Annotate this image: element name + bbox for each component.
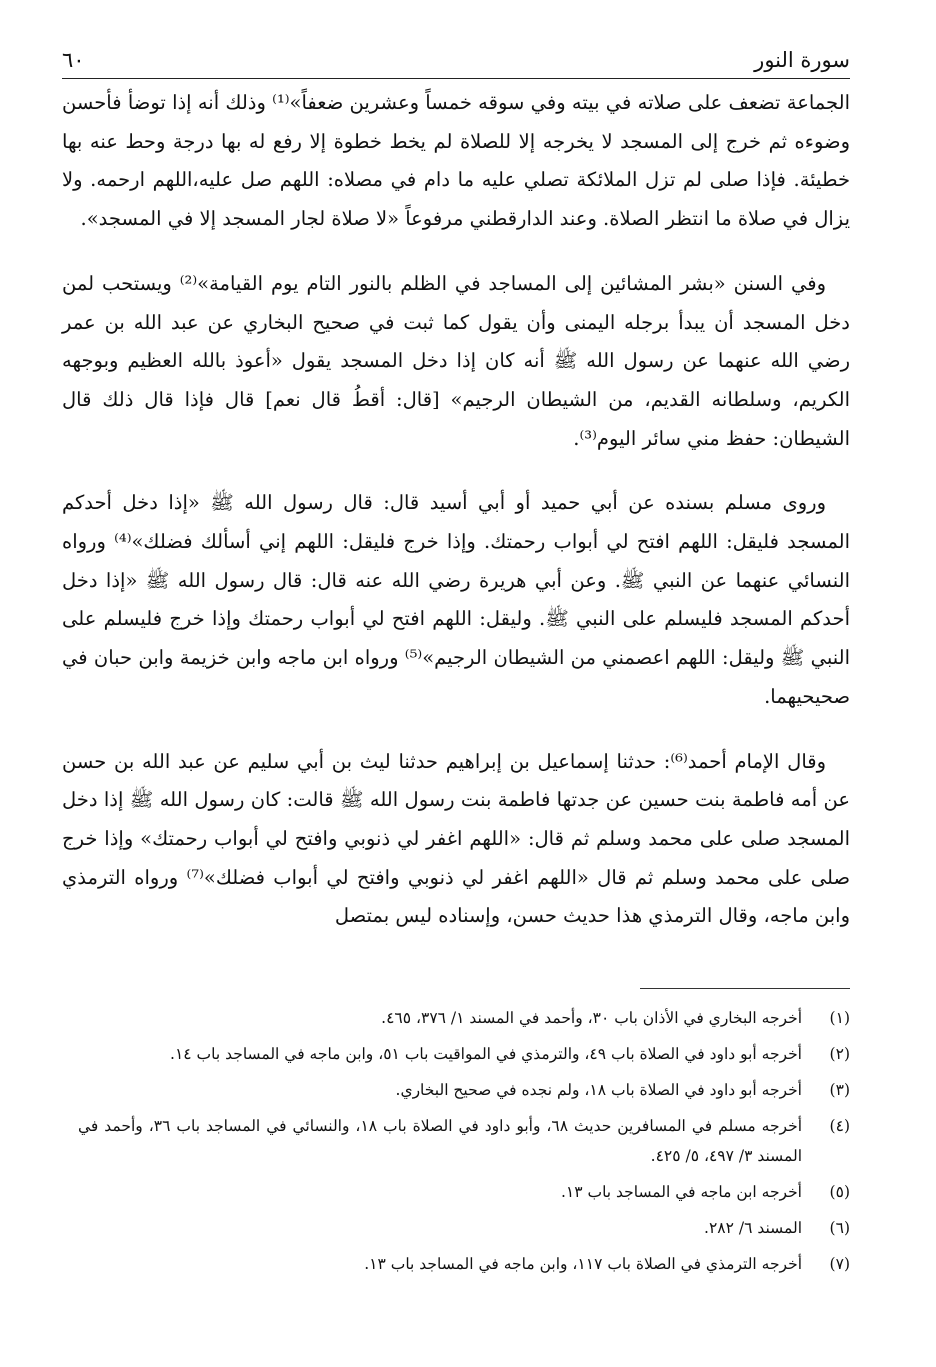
footnote-number: (٣) — [829, 1081, 850, 1099]
body-text — [62, 84, 850, 936]
footnote-text: المسند ٦/ ٢٨٢. — [704, 1219, 802, 1237]
footnote — [78, 1003, 850, 1033]
footnote-text: أخرجه أبو داود في الصلاة باب ١٨، ولم نجده في صحيح البخاري. — [395, 1081, 802, 1099]
footnote — [78, 1075, 850, 1105]
footnote — [78, 1111, 850, 1171]
footnote-number: (١) — [829, 1009, 850, 1027]
footnote-text: أخرجه مسلم في المسافرين حديث ٦٨، وأبو داود في الصلاة باب ١٨، والنسائي في المساجد باب ٣٦، وأحمد في المسند ٣/ ٤٩٧، ٥/ ٤٢٥. — [78, 1117, 803, 1165]
paragraph: الجماعة تضعف على صلاته في بيته وفي سوقه خمساً وعشرين ضعفاً»⁽¹⁾ وذلك أنه إذا توضأ فأحسن وضوءه ثم خرج إلى المسجد لا يخرجه إلا للصلاة لم يخط خطوة إلا رفع له بها درجة وحط عنه بها خطيئة. فإذا صلى لم تزل الملائكة تصلي عليه ما دام في مصلاه: اللهم صل عليه،اللهم ارحمه. ولا يزال في صلاة ما انتظر الصلاة. وعند الدارقطني مرفوعاً «لا صلاة لجار المسجد إلا في المسجد». — [62, 91, 850, 231]
page-header — [62, 38, 850, 79]
page-number: ٦٠ — [62, 48, 85, 72]
footnote-text: أخرجه الترمذي في الصلاة باب ١١٧، وابن ماجه في المساجد باب ١٣. — [364, 1255, 802, 1273]
footnote-text: أخرجه أبو داود في الصلاة باب ٤٩، والترمذي في المواقيت باب ٥١، وابن ماجه في المساجد باب ١٤. — [170, 1045, 802, 1063]
footnote — [78, 1177, 850, 1207]
paragraph: وقال الإمام أحمد⁽⁶⁾: حدثنا إسماعيل بن إبراهيم حدثنا ليث بن أبي سليم عن عبد الله بن حسن عن أمه فاطمة بنت حسين عن جدتها فاطمة بنت رسول الله ﷺ قالت: كان رسول الله ﷺ إذا دخل المسجد صلى على محمد وسلم ثم قال: «اللهم اغفر لي ذنوبي وافتح لي أبواب رحمتك» وإذا خرج صلى على محمد وسلم ثم قال «اللهم اغفر لي ذنوبي وافتح لي أبواب فضلك»⁽⁷⁾ ورواه الترمذي وابن ماجه، وقال الترمذي هذا حديث حسن، وإسناده ليس بمتصل — [62, 749, 850, 928]
footnote — [78, 1249, 850, 1279]
footnote — [78, 1039, 850, 1069]
footnote-number: (٦) — [829, 1219, 850, 1237]
footnote-text: أخرجه ابن ماجه في المساجد باب ١٣. — [560, 1183, 802, 1201]
paragraph: وروى مسلم بسنده عن أبي حميد أو أبي أسيد قال: قال رسول الله ﷺ «إذا دخل أحدكم المسجد فليقل: اللهم افتح لي أبواب رحمتك. وإذا خرج فليقل: اللهم إني أسألك فضلك»⁽⁴⁾ ورواه النسائي عنهما عن النبي ﷺ. وعن أبي هريرة رضي الله عنه قال: قال رسول الله ﷺ «إذا دخل أحدكم المسجد فليسلم على النبي ﷺ. وليقل: اللهم افتح لي أبواب رحمتك وإذا خرج فليسلم على النبي ﷺ وليقل: اللهم اعصمني من الشيطان الرجيم»⁽⁵⁾ ورواه ابن ماجه وابن خزيمة وابن حبان في صحيحيهما. — [62, 491, 851, 708]
footnote — [78, 1213, 850, 1243]
footnote-number: (٧) — [829, 1255, 850, 1273]
footnote-divider — [640, 988, 850, 989]
footnote-number: (٤) — [829, 1117, 850, 1135]
paragraph: وفي السنن «بشر المشائين إلى المساجد في الظلم بالنور التام يوم القيامة»⁽²⁾ ويستحب لمن دخل المسجد أن يبدأ برجله اليمنى وأن يقول كما ثبت في صحيح البخاري عن عبد الله بن عمر رضي الله عنهما عن رسول الله ﷺ أنه كان إذا دخل المسجد يقول «أعوذ بالله العظيم وبوجهه الكريم، وسلطانه القديم، من الشيطان الرجيم» [قال: أقطُ قال نعم] قال فإذا قال ذلك قال الشيطان: حفظ مني سائر اليوم⁽³⁾. — [62, 271, 850, 450]
footnote-number: (٢) — [829, 1045, 850, 1063]
footnote-text: أخرجه البخاري في الأذان باب ٣٠، وأحمد في المسند ١/ ٣٧٦، ٤٦٥. — [381, 1009, 802, 1027]
footnotes — [78, 1003, 850, 1285]
footnote-number: (٥) — [829, 1183, 850, 1201]
running-title: سورة النور — [754, 48, 850, 72]
